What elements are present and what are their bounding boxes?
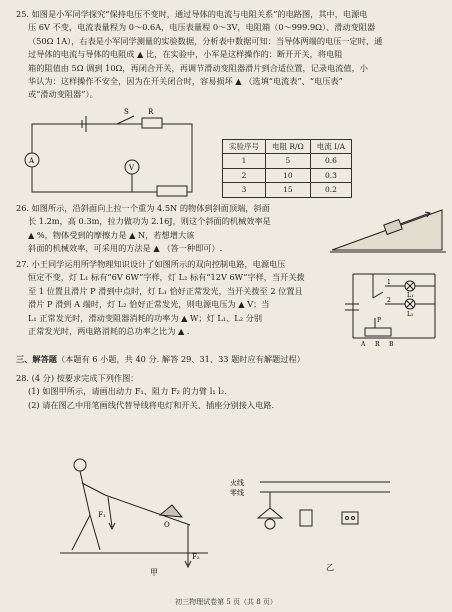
lamp-l1-label: L₁ — [407, 292, 414, 299]
question-27 — [16, 258, 342, 338]
table-row — [223, 154, 352, 168]
q27-line: L₁ 正常发光时，滑动变阻器消耗的功率为 ▲ W；灯 L₁、L₂ 分别 — [28, 312, 263, 323]
q27-line: 正常发光时，两电路消耗的总功率之比为 ▲ . — [28, 326, 190, 337]
table-cell: 10 — [266, 168, 311, 182]
table-header: 电流 I/A — [310, 140, 351, 154]
table-cell: 0.3 — [310, 168, 351, 182]
figure-yi-caption: 乙 — [326, 563, 334, 572]
neutral-wire-label: 零线 — [230, 489, 244, 497]
section-title: 三、解答题 — [16, 354, 57, 364]
section-3-header — [16, 353, 440, 366]
figure-jia-caption: 甲 — [150, 568, 158, 577]
slider-p-label: P — [377, 317, 382, 324]
q27-line: 27. 小王同学运用所学物理知识设计了如图所示的双向控制电路，电源电压 — [16, 259, 286, 269]
q26-line: 斜面的机械效率，可采用的方法是 ▲ （答一种即可）. — [28, 243, 223, 254]
ammeter-label: A — [29, 157, 35, 165]
end-a-label: A — [361, 341, 366, 348]
rheostat-r-label: R — [375, 341, 380, 348]
q26-line: 长 1.2m，高 0.3m，拉力做功为 2.16J，则这个斜面的机械效率是 — [28, 216, 271, 227]
q25-line: （50Ω 1A），右表是小军同学测量的实验数据，分析表中数据可知：当导体两端的电压一定时，通 — [28, 35, 383, 46]
figure-yi-household-circuit — [230, 470, 400, 580]
question-25 — [16, 8, 440, 102]
q25-line: 压 6V 不变，电流表量程为 0～0.6A，电压表量程 0～3V，电阻箱（0～999.9Ω）、滑动变阻器 — [28, 22, 376, 33]
q27-line: 恒定不变，灯 L₁ 标有“6V 6W”字样，灯 L₂ 标有“12V 6W”字样，当开关拨 — [28, 272, 305, 283]
question-26 — [16, 202, 332, 256]
q25-line: 华认为：这样操作不安全，因为在开关闭合时，容易损坏 ▲ （选填“电流表”、“电压表” — [28, 76, 343, 87]
fulcrum-o-label: O — [164, 521, 170, 529]
q27-line: 至 1 位置且滑片 P 滑到中点时，灯 L₁ 恰好正常发光，当开关拨至 2 位置且 — [28, 285, 303, 296]
live-wire-label: 火线 — [230, 479, 244, 487]
table-cell: 1 — [223, 154, 266, 168]
q27-line: 滑片 P 滑到 A 端时，灯 L₂ 恰好正常发光，则电源电压为 ▲ V；当 — [28, 299, 270, 310]
f2-label: F₂ — [192, 553, 200, 561]
contact-2-label: 2 — [387, 297, 391, 304]
incline-figure — [330, 200, 448, 255]
lamp-l2-label: L₂ — [407, 311, 414, 318]
q26-line: ▲ %，物体受到的摩擦力是 ▲ N，若想增大该 — [28, 229, 195, 240]
table-cell: 2 — [223, 168, 266, 182]
q28-line: 28. (4 分) 按要求完成下列作图： — [16, 373, 139, 383]
q28-line: (2) 请在图乙中用笔画线代替导线将电灯和开关、插座分别接入电路. — [28, 399, 275, 410]
table-cell: 5 — [266, 154, 311, 168]
table-row — [223, 168, 352, 182]
section-note: （本题有 6 小题，共 40 分. 解答 29、31、33 题时应有解题过程） — [56, 354, 305, 364]
table-header-row — [223, 140, 352, 154]
page-footer: 初三物理试卷第 5 页（共 8 页） — [175, 597, 277, 606]
end-b-label: B — [389, 341, 394, 348]
q26-line: 26. 如图所示，沿斜面向上拉一个重为 4.5N 的物体到斜面顶端，斜面 — [16, 203, 270, 213]
table-cell: 15 — [266, 183, 311, 197]
table-header: 电阻 R/Ω — [266, 140, 311, 154]
switch-label: S — [124, 108, 129, 116]
table-cell: 0.2 — [310, 183, 351, 197]
table-cell: 0.6 — [310, 154, 351, 168]
q27-circuit-diagram — [345, 264, 445, 348]
figure-jia-lever — [60, 455, 210, 580]
q25-line: 25. 如图是小军同学探究“保持电压不变时，通过导体的电流与电阻关系”的电路图，其中，电源电 — [16, 9, 368, 19]
table-cell: 3 — [223, 183, 266, 197]
question-28 — [16, 372, 440, 412]
q25-circuit-diagram — [22, 102, 212, 202]
contact-1-label: 1 — [387, 279, 391, 286]
q25-line: 或“滑动变阻器”）。 — [28, 89, 98, 100]
q25-data-table — [222, 139, 352, 198]
f1-label: F₁ — [98, 511, 106, 519]
q25-line: 过导体的电流与导体的电阻成 ▲ 比，在实验中，小军是这样操作的：断开开关，将电阻 — [28, 49, 343, 60]
table-header: 实验序号 — [223, 140, 266, 154]
resistor-label: R — [148, 108, 154, 116]
q28-line: (1) 如图甲所示，请画出动力 F₁、阻力 F₂ 的力臂 l₁ l₂. — [28, 386, 227, 397]
table-row — [223, 183, 352, 197]
q25-line: 箱的阻值由 5Ω 调到 10Ω，再闭合开关，再调节滑动变阻器滑片到合适位置，记录电流值，小 — [28, 62, 368, 73]
voltmeter-label: V — [129, 164, 135, 172]
